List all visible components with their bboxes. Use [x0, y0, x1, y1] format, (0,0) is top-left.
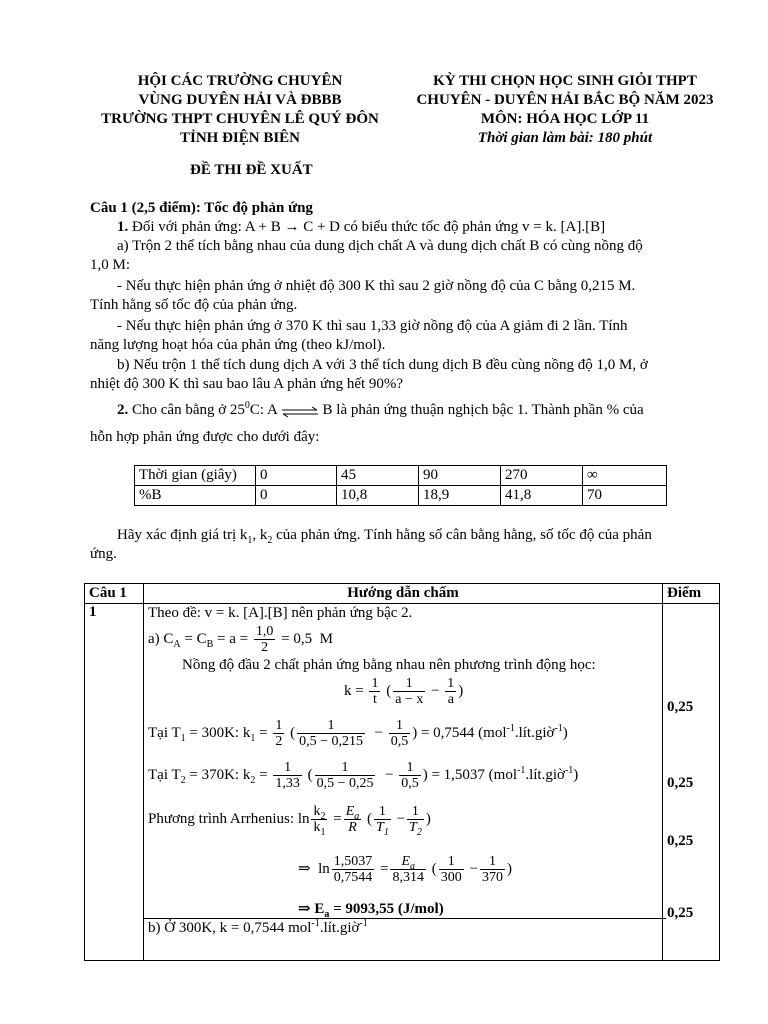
table-row: [135, 466, 667, 486]
score: 0,25: [667, 775, 694, 791]
part-b-text: .lít.giờ: [319, 920, 360, 936]
guide-line-2: Nồng độ đầu 2 chất phản ứng bằng nhau nên phương trình động học:: [182, 657, 596, 673]
score: 0,25: [667, 905, 694, 921]
ask-text: Hãy xác định giá trị k: [117, 527, 248, 543]
question-1b-line2: nhiệt độ 300 K thì sau bao lâu A phản ứng hết 90%?: [90, 376, 404, 392]
guide-arrhenius: Phương trình Arrhenius: ln $\frac{k_2}{k_1}$ = $\frac{E_a}{R}$ ( $\frac{1}{T_1}$ − $\frac{1}{T_2}$ ): [148, 804, 431, 838]
guide-k1: Tại $T_1 = 300K$: $k_1$ = $\frac{1}{2}$ ( $\frac{1}{0,5 - 0,215}$ − $\frac{1}{0,5}$ ) = 0,7544 (mol$^{-1}$.lít.giờ$^{-1}$): [148, 718, 568, 749]
header-right: [400, 72, 730, 148]
table-cell: 10,8: [337, 486, 419, 506]
rate-law-formula: k = $\frac{1}{t}$ ( $\frac{1}{a - x}$ − $\frac{1}{a}$ ): [344, 676, 464, 707]
question-1a-line2: 1,0 M:: [90, 257, 131, 273]
table-row: [85, 604, 720, 961]
ea-label: ⇒ E: [298, 901, 325, 917]
question-1b-line1: b) Nếu trộn 1 thể tích dung dịch A với 3 thể tích dung dịch B đều cùng nồng độ 1,0 M, ở: [117, 357, 648, 373]
t2-label: = 370K:: [185, 766, 240, 783]
table-cell: 90: [419, 466, 501, 486]
t1-label: Tại T: [148, 724, 181, 741]
question-2-ask: Hãy xác định giá trị $k_1$, $k_2$ của phản ứng. Tính hằng số cân bằng hằng, số tốc độ của phản: [117, 527, 652, 546]
guide-k2: Tại $T_2 = 370K$: $k_2$ = $\frac{1}{1,33}$ ( $\frac{1}{0,5 - 0,25}$ − $\frac{1}{0,5}$ ) = 1,5037 (mol$^{-1}$.lít.giờ$^{-1}$): [148, 760, 579, 791]
table-cell: 18,9: [419, 486, 501, 506]
header-right-line: KỲ THI CHỌN HỌC SINH GIỎI THPT: [433, 73, 697, 89]
question-1-text: Đối với phản ứng: A + B → C + D có biểu thức tốc độ phản ứng v = k. [A].[B]: [132, 219, 606, 235]
guide-arrhenius-values: ⇒ ln $\frac{1,5037}{0,7544}$ = $\frac{E_a}{8,314}$ ( $\frac{1}{300}$ − $\frac{1}{370}$ ): [298, 854, 512, 885]
col-header-guide: Hướng dẫn chấm: [144, 584, 663, 604]
table-cell: 70: [583, 486, 667, 506]
table-cell: Thời gian (giây): [135, 466, 256, 486]
guide-line-1: Theo đề: v = k. [A].[B] nên phản ứng bậc 2.: [148, 605, 413, 621]
question-2-mid: C: A: [249, 402, 278, 418]
col-header-question: Câu 1: [85, 584, 144, 604]
table-cell: 0: [256, 486, 337, 506]
guide-concentration: a) $C_A = C_B = a$ = $\frac{1,0}{2}$ = 0,5 M: [148, 624, 333, 655]
question-2-line2: hỗn hợp phản ứng được cho dưới đây:: [90, 429, 320, 445]
question-2-intro: [117, 399, 717, 421]
degree-sup: 0: [244, 400, 250, 411]
k1-result: = 0,7544 (mol: [420, 724, 507, 741]
question-2-number: 2.: [117, 402, 129, 418]
col-header-score: Điểm: [663, 584, 720, 604]
ask-text: , k: [252, 527, 268, 543]
guide-content: [144, 604, 663, 961]
table-cell: ∞: [583, 466, 667, 486]
question-1-number: 1.: [117, 219, 129, 235]
row-number: 1: [85, 604, 144, 961]
ask-text: của phản ứng. Tính hằng số cân bằng hằng, số tốc độ của phản: [272, 527, 652, 543]
header-left-line: HỘI CÁC TRƯỜNG CHUYÊN: [137, 73, 343, 89]
proposal-title: ĐỀ THI ĐỀ XUẤT: [190, 162, 313, 178]
question-2-pre: Cho cân bằng ở 25: [132, 402, 245, 418]
part-b-text: b) Ở 300K, k = 0,7544 mol: [148, 920, 312, 936]
header-left-line: TRƯỜNG THPT CHUYÊN LÊ QUÝ ĐÔN: [101, 111, 379, 127]
arrhenius-label: Phương trình Arrhenius:: [148, 810, 295, 827]
question-1a-bullet2-cont: năng lượng hoạt hóa của phản ứng (theo kJ/mol).: [90, 337, 386, 353]
table-cell: 0: [256, 466, 337, 486]
question-1a-bullet1: - Nếu thực hiện phản ứng ở nhiệt độ 300 K thì sau 2 giờ nồng độ của C bằng 0,215 M.: [117, 278, 636, 294]
table-cell: %B: [135, 486, 256, 506]
table-cell: 41,8: [501, 486, 583, 506]
question-1a-line1: a) Trộn 2 thể tích bằng nhau của dung dịch chất A và dung dịch chất B có cùng nồng độ: [117, 238, 643, 254]
table-cell: 270: [501, 466, 583, 486]
score: 0,25: [667, 833, 694, 849]
table-row: [135, 486, 667, 506]
exam-time: Thời gian làm bài: 180 phút: [477, 130, 653, 146]
composition-table: [134, 465, 667, 506]
ea-value: = 9093,55 (J/mol): [329, 901, 444, 917]
question-1-intro: [117, 218, 717, 237]
score-column: [663, 604, 720, 961]
header-left-line: TỈNH ĐIỆN BIÊN: [179, 130, 301, 146]
t2-label: Tại T: [148, 766, 181, 783]
score: 0,25: [667, 699, 694, 715]
header-left-line: VÙNG DUYÊN HẢI VÀ ĐBBB: [138, 92, 342, 108]
question-title: Câu 1 (2,5 điểm): Tốc độ phản ứng: [90, 200, 313, 216]
t1-label: = 300K:: [185, 724, 240, 741]
grading-guide-table: [84, 583, 720, 961]
guide-ea-result: ⇒ $E_a = 9093,55$ (J/mol): [298, 901, 444, 920]
question-2-ask-cont: ứng.: [90, 546, 117, 562]
question-1a-bullet1-cont: Tính hằng số tốc độ của phản ứng.: [90, 297, 298, 313]
table-cell: 45: [337, 466, 419, 486]
header-left: [90, 72, 390, 148]
k2-result: = 1,5037 (mol: [431, 766, 517, 783]
equilibrium-arrow-icon: [281, 404, 319, 418]
question-2-post: B là phản ứng thuận nghịch bậc 1. Thành phần % của: [322, 402, 644, 418]
header-right-line: CHUYÊN - DUYÊN HẢI BẮC BỘ NĂM 2023: [416, 92, 714, 108]
header-right-line: MÔN: HÓA HỌC LỚP 11: [480, 111, 650, 127]
question-1a-bullet2: - Nếu thực hiện phản ứng ở 370 K thì sau 1,33 giờ nồng độ của A giảm đi 2 lần. Tính: [117, 318, 628, 334]
guide-part-b: b) Ở 300K, k = 0,7544 mol$^{-1}$.lít.giờ$^{-1}$: [144, 918, 666, 938]
table-header-row: [85, 584, 720, 604]
